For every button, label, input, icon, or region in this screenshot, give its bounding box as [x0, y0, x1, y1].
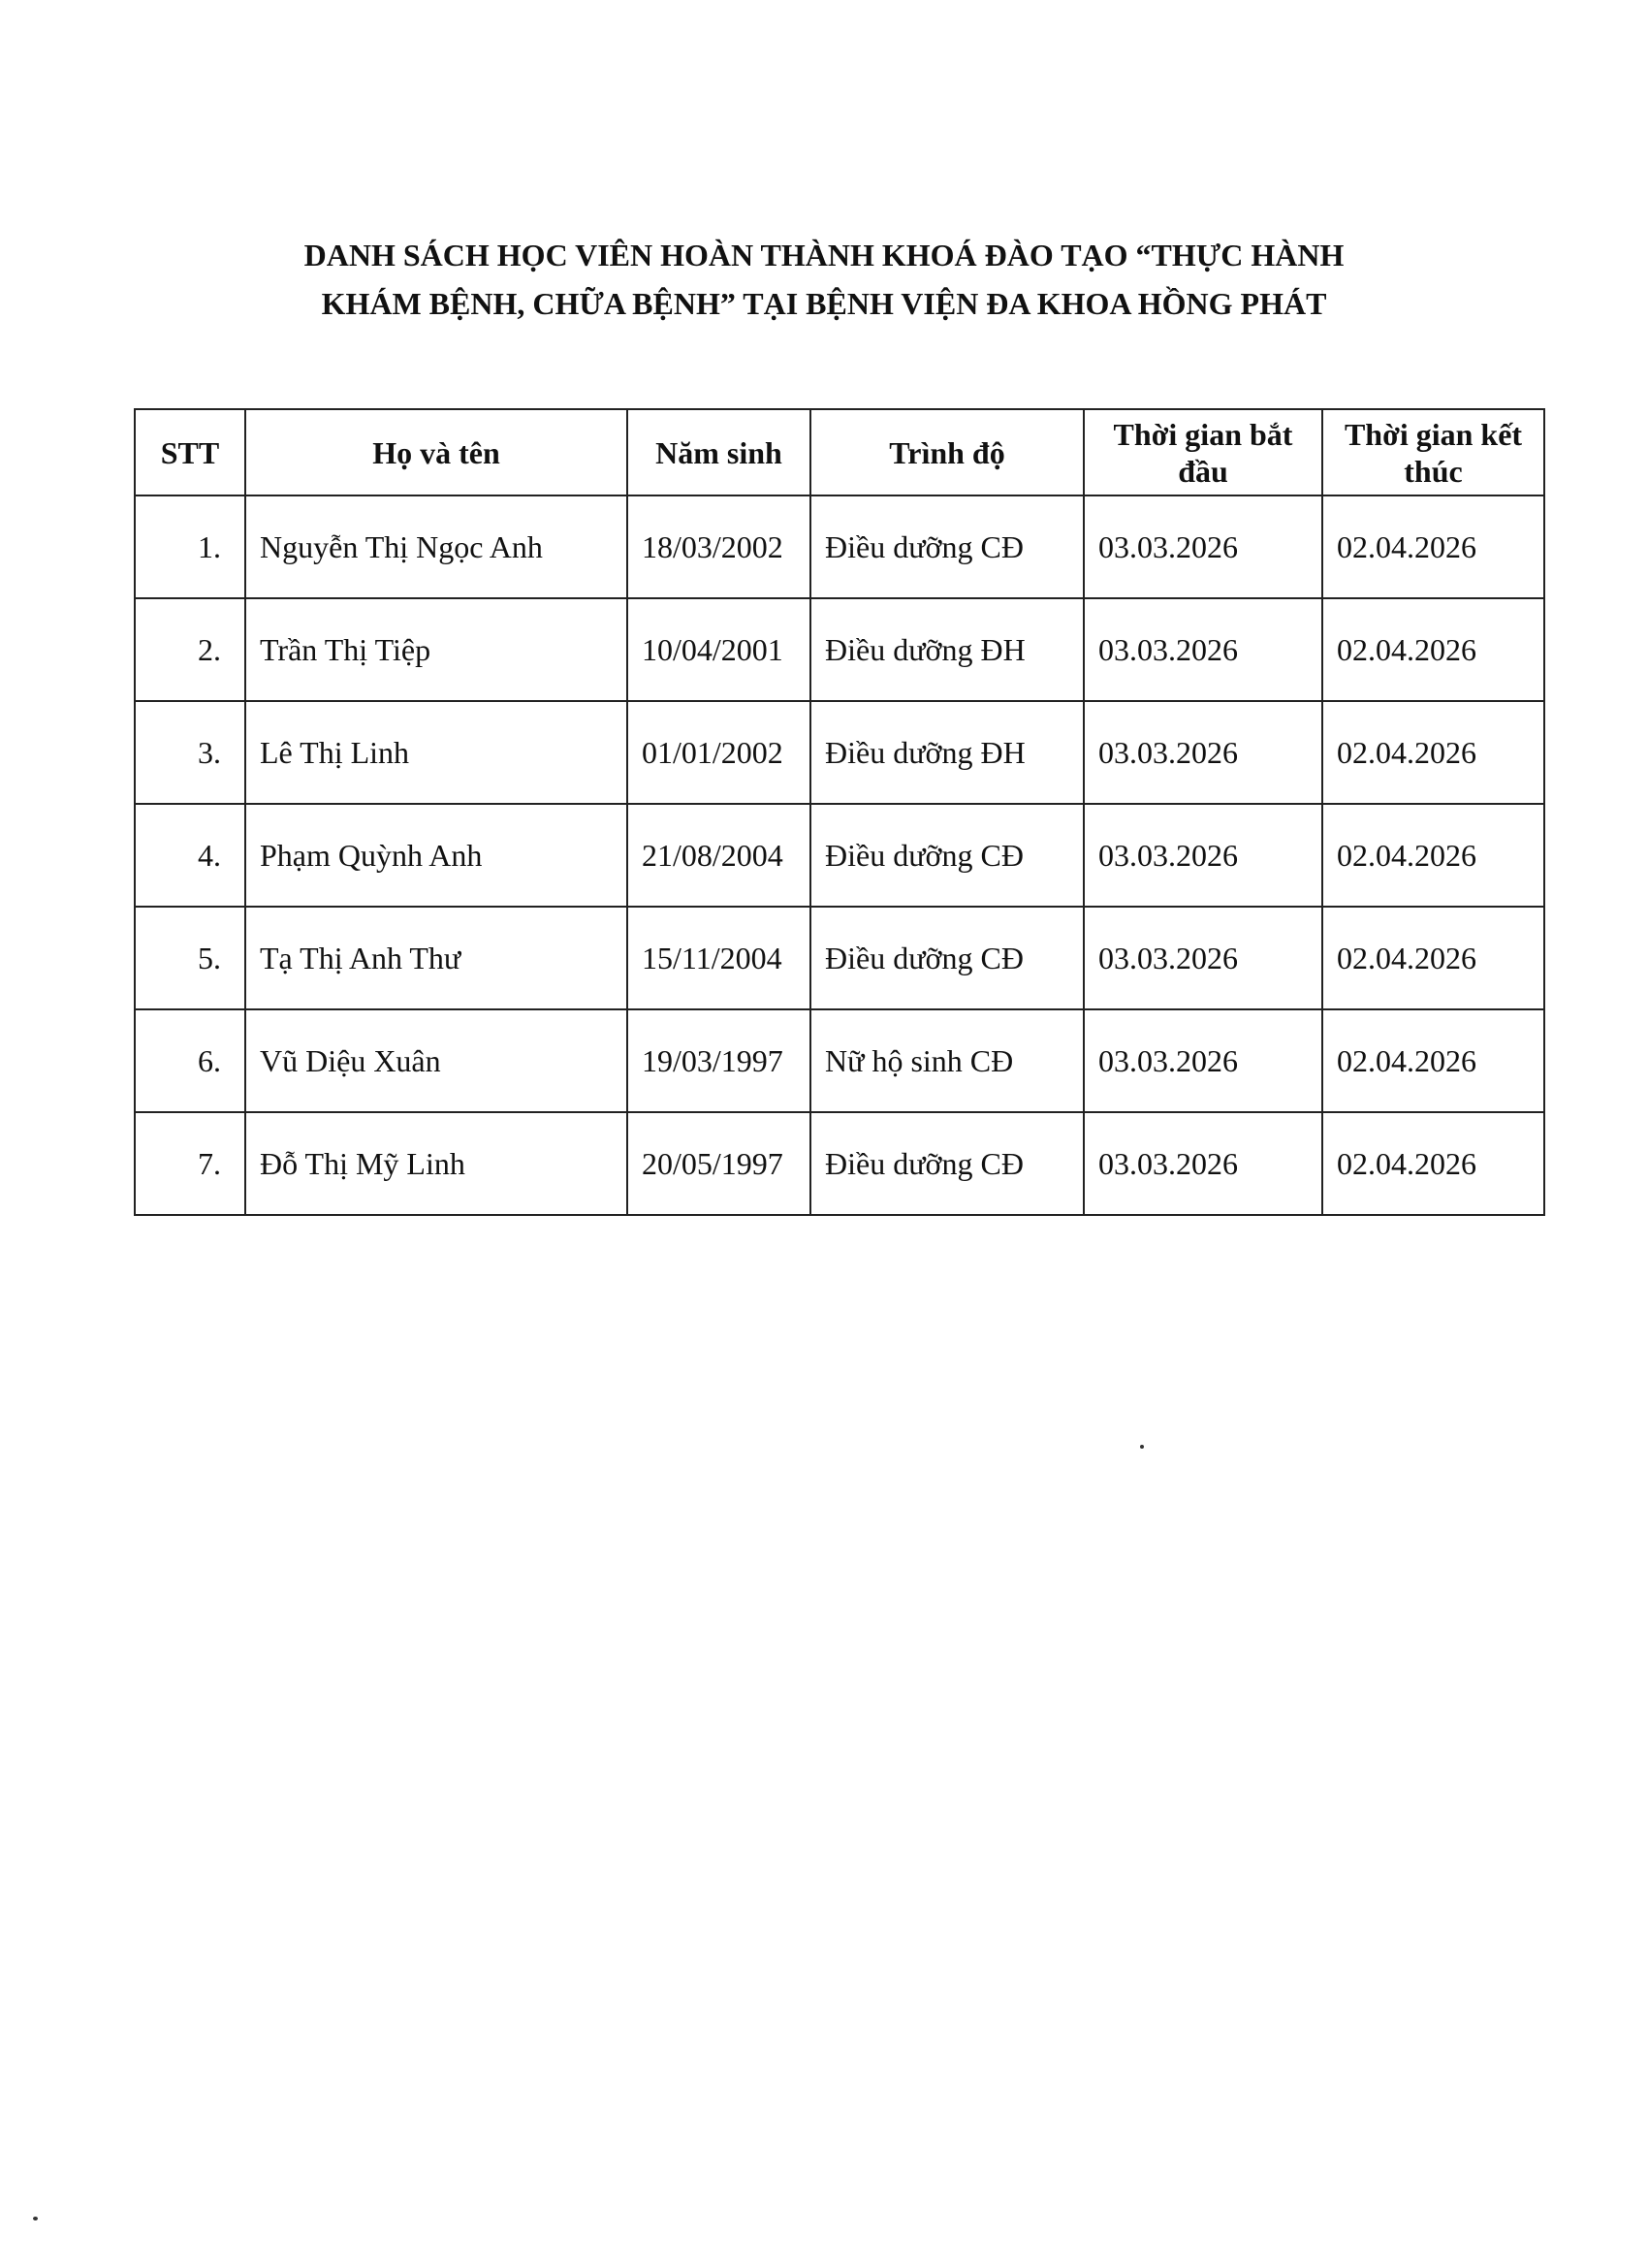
cell-dob: 21/08/2004 [627, 804, 810, 907]
cell-name: Tạ Thị Anh Thư [245, 907, 627, 1009]
header-level: Trình độ [810, 409, 1084, 495]
header-stt: STT [135, 409, 245, 495]
cell-level: Điều dưỡng CĐ [810, 907, 1084, 1009]
cell-end: 02.04.2026 [1322, 1112, 1544, 1215]
cell-dob: 15/11/2004 [627, 907, 810, 1009]
cell-end: 02.04.2026 [1322, 804, 1544, 907]
table-row [135, 1112, 1544, 1215]
cell-dob: 18/03/2002 [627, 495, 810, 598]
cell-end: 02.04.2026 [1322, 1009, 1544, 1112]
cell-start: 03.03.2026 [1084, 598, 1322, 701]
title-line-1: DANH SÁCH HỌC VIÊN HOÀN THÀNH KHOÁ ĐÀO TẠO “THỰC HÀNH [303, 238, 1345, 272]
cell-level: Điều dưỡng CĐ [810, 1112, 1084, 1215]
table-row [135, 804, 1544, 907]
cell-stt: 3. [135, 701, 245, 804]
cell-level: Điều dưỡng CĐ [810, 495, 1084, 598]
header-end: Thời gian kết thúc [1322, 409, 1544, 495]
cell-name: Vũ Diệu Xuân [245, 1009, 627, 1112]
table-header-row [135, 409, 1544, 495]
cell-dob: 10/04/2001 [627, 598, 810, 701]
cell-start: 03.03.2026 [1084, 495, 1322, 598]
cell-stt: 7. [135, 1112, 245, 1215]
header-name: Họ và tên [245, 409, 627, 495]
cell-stt: 5. [135, 907, 245, 1009]
document-title [0, 231, 1648, 328]
cell-name: Nguyễn Thị Ngọc Anh [245, 495, 627, 598]
cell-level: Điều dưỡng CĐ [810, 804, 1084, 907]
cell-start: 03.03.2026 [1084, 804, 1322, 907]
table-row [135, 495, 1544, 598]
cell-end: 02.04.2026 [1322, 495, 1544, 598]
header-start: Thời gian bắt đầu [1084, 409, 1322, 495]
cell-dob: 19/03/1997 [627, 1009, 810, 1112]
cell-name: Trần Thị Tiệp [245, 598, 627, 701]
cell-dob: 20/05/1997 [627, 1112, 810, 1215]
cell-level: Điều dưỡng ĐH [810, 598, 1084, 701]
cell-name: Phạm Quỳnh Anh [245, 804, 627, 907]
table-row [135, 598, 1544, 701]
cell-dob: 01/01/2002 [627, 701, 810, 804]
cell-end: 02.04.2026 [1322, 701, 1544, 804]
cell-start: 03.03.2026 [1084, 1009, 1322, 1112]
cell-level: Nữ hộ sinh CĐ [810, 1009, 1084, 1112]
title-line-2: KHÁM BỆNH, CHỮA BỆNH” TẠI BỆNH VIỆN ĐA KHOA HỒNG PHÁT [321, 286, 1327, 321]
cell-stt: 2. [135, 598, 245, 701]
cell-name: Lê Thị Linh [245, 701, 627, 804]
cell-end: 02.04.2026 [1322, 907, 1544, 1009]
table-row [135, 701, 1544, 804]
scan-speck [33, 2217, 38, 2220]
cell-start: 03.03.2026 [1084, 1112, 1322, 1215]
cell-end: 02.04.2026 [1322, 598, 1544, 701]
cell-name: Đỗ Thị Mỹ Linh [245, 1112, 627, 1215]
cell-stt: 1. [135, 495, 245, 598]
header-dob: Năm sinh [627, 409, 810, 495]
student-roster-table [134, 408, 1545, 1216]
cell-level: Điều dưỡng ĐH [810, 701, 1084, 804]
cell-stt: 6. [135, 1009, 245, 1112]
cell-start: 03.03.2026 [1084, 701, 1322, 804]
table-row [135, 907, 1544, 1009]
table-row [135, 1009, 1544, 1112]
scan-speck [1140, 1445, 1144, 1449]
cell-stt: 4. [135, 804, 245, 907]
cell-start: 03.03.2026 [1084, 907, 1322, 1009]
